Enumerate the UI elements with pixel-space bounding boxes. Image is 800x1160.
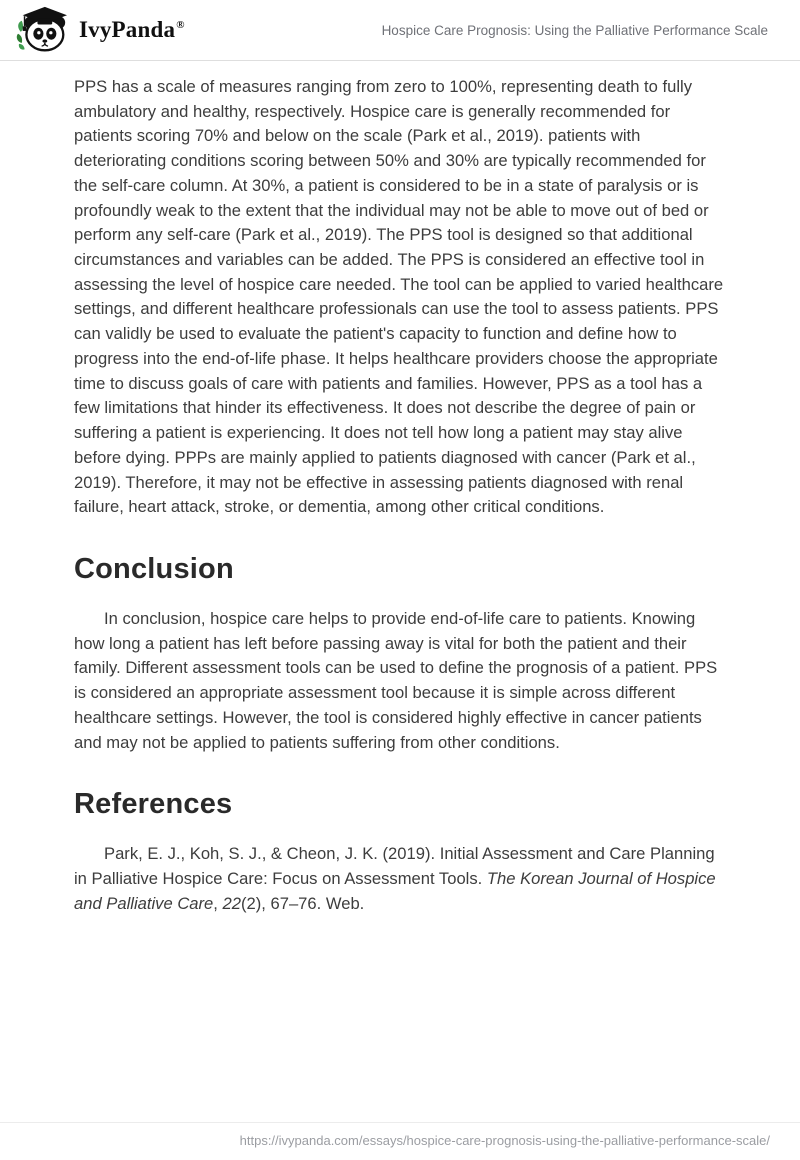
- document-title: Hospice Care Prognosis: Using the Palliative Performance Scale: [381, 22, 768, 38]
- footer: [0, 1122, 800, 1160]
- brand-name: [79, 17, 185, 43]
- source-url-link[interactable]: https://ivypanda.com/essays/hospice-care-prognosis-using-the-palliative-performance-scale/: [239, 1133, 770, 1148]
- conclusion-paragraph: In conclusion, hospice care helps to provide end-of-life care to patients. Knowing how long a patient has left before passing away is vital for both the patient and their family. Different assessment tools can be used to define the prognosis of a patient. PPS is considered an appropriate assessment tool because it is simple across different healthcare settings. However, the tool is considered highly effective in cancer patients and may not be applied to patients suffering from other conditions.: [74, 608, 718, 752]
- reference-entry: Park, E. J., Koh, S. J., & Cheon, J. K. (2019). Initial Assessment and Care Planning in Palliative Hospice Care: Focus on Assessment Tools. The Korean Journal of Hospice and Palliative Care, 22(2), 67–76. Web.: [74, 844, 716, 913]
- registered-mark: ®: [176, 19, 185, 32]
- content: [0, 61, 800, 916]
- brand-label: IvyPanda: [79, 17, 176, 42]
- conclusion-heading: Conclusion: [74, 552, 234, 585]
- ivypanda-panda-logo-icon: [14, 6, 72, 54]
- brand: [14, 6, 185, 54]
- body-paragraph: PPS has a scale of measures ranging from zero to 100%, representing death to fully ambulatory and healthy, respectively. Hospice care is generally recommended for patients scoring 70% and below on the scale (Park et al., 2019). patients with deteriorating conditions scoring between 50% and 30% are typically recommended for the self-care column. At 30%, a patient is considered to be in a state of paralysis or is profoundly weak to the extent that the individual may not be able to move out of bed or perform any self-care (Park et al., 2019). The PPS tool is designed so that additional circumstances and variables can be added. The PPS is considered an effective tool in assessing the level of hospice care needed. The tool can be applied to varied healthcare settings, and different healthcare professionals can use the tool to assess patients. PPS can validly be used to evaluate the patient's capacity to function and define how to progress into the end-of-life phase. It helps healthcare providers choose the appropriate time to discuss goals of care with patients and families. However, PPS as a tool has a few limitations that hinder its effectiveness. It does not describe the degree of pain or suffering a patient is experiencing. It does not tell how long a patient may stay alive before dying. PPPs are mainly applied to patients diagnosed with cancer (Park et al., 2019). Therefore, it may not be effective in assessing patients diagnosed with renal failure, heart attack, stroke, or dementia, among other critical conditions.: [74, 77, 724, 517]
- header: [0, 0, 800, 61]
- references-heading: References: [74, 788, 233, 821]
